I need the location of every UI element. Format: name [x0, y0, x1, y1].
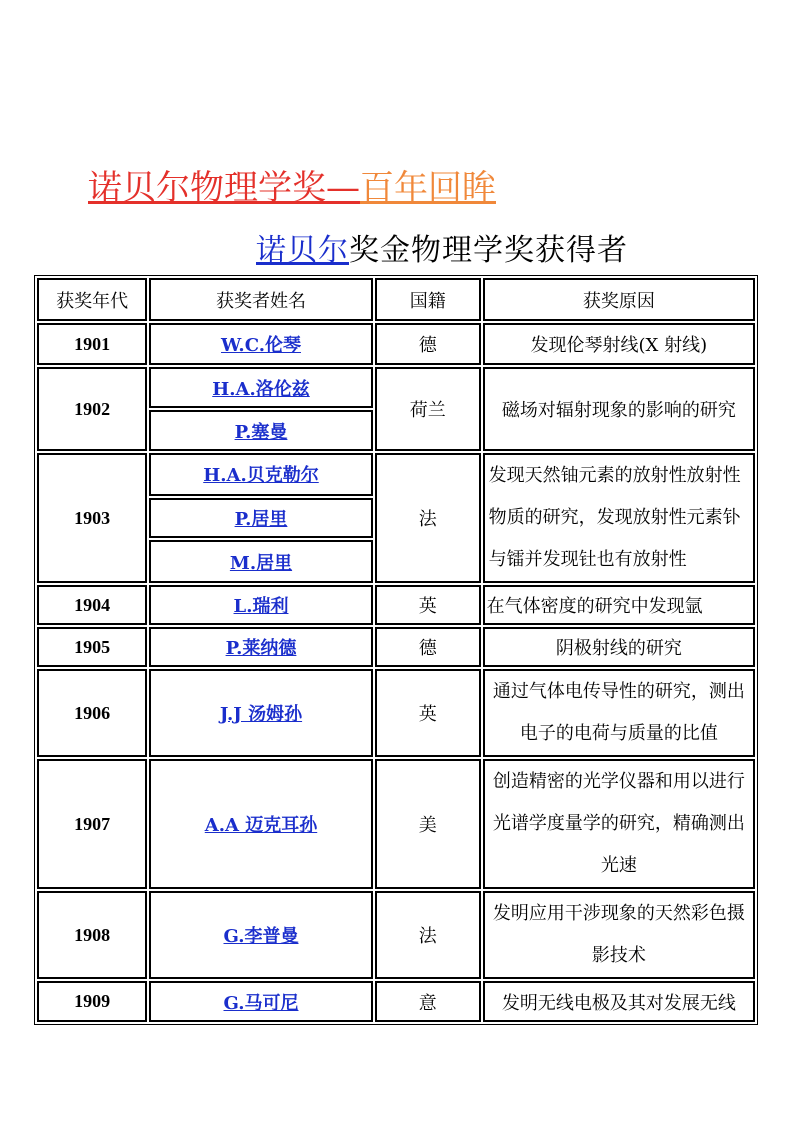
title-part-1: 诺贝尔物理学奖— — [88, 168, 360, 208]
name-cell — [149, 453, 373, 496]
laureate-link[interactable]: P.居里 — [234, 508, 288, 530]
name-cell — [149, 759, 373, 889]
laureate-link[interactable]: P.塞曼 — [234, 421, 288, 443]
reason-cell: 发明无线电极及其对发展无线 — [483, 981, 755, 1022]
header-name: 获奖者姓名 — [149, 278, 373, 321]
year-cell: 1907 — [37, 759, 147, 889]
country-cell: 荷兰 — [375, 367, 481, 451]
name-cell — [149, 410, 373, 451]
title-part-2: 百年回眸 — [360, 168, 496, 208]
year-cell: 1908 — [37, 891, 147, 979]
table-header-row — [37, 278, 755, 321]
year-cell: 1906 — [37, 669, 147, 757]
table-row — [37, 627, 755, 667]
name-cell — [149, 323, 373, 365]
year-cell: 1902 — [37, 367, 147, 451]
name-cell — [149, 669, 373, 757]
country-cell: 英 — [375, 669, 481, 757]
name-cell — [149, 891, 373, 979]
table-row — [37, 453, 755, 496]
laureate-link[interactable]: W.C.伦琴 — [221, 335, 301, 356]
name-cell — [149, 627, 373, 667]
header-country: 国籍 — [375, 278, 481, 321]
table-row — [37, 669, 755, 757]
reason-cell: 阴极射线的研究 — [483, 627, 755, 667]
table-subtitle — [256, 230, 628, 272]
reason-cell: 磁场对辐射现象的影响的研究 — [483, 367, 755, 451]
year-cell: 1909 — [37, 981, 147, 1022]
laureate-link[interactable]: G.马可尼 — [223, 992, 299, 1014]
table-row — [37, 981, 755, 1022]
name-cell — [149, 585, 373, 625]
country-cell: 德 — [375, 323, 481, 365]
name-cell — [149, 981, 373, 1022]
country-cell: 法 — [375, 453, 481, 583]
table-row — [37, 891, 755, 979]
country-cell: 法 — [375, 891, 481, 979]
reason-cell: 创造精密的光学仪器和用以进行光谱学度量学的研究，精确测出光速 — [483, 759, 755, 889]
name-cell — [149, 367, 373, 408]
laureate-link[interactable]: P.莱纳德 — [225, 638, 297, 659]
country-cell: 美 — [375, 759, 481, 889]
year-cell: 1901 — [37, 323, 147, 365]
subtitle-rest: 奖金物理学奖获得者 — [349, 233, 628, 268]
table-row — [37, 759, 755, 889]
year-cell: 1905 — [37, 627, 147, 667]
laureate-link[interactable]: M.居里 — [229, 552, 293, 574]
year-cell: 1904 — [37, 585, 147, 625]
table-row — [37, 367, 755, 408]
reason-cell: 发现天然铀元素的放射性放射性物质的研究，发现放射性元素钋与镭并发现钍也有放射性 — [483, 453, 755, 583]
reason-cell: 发明应用干涉现象的天然彩色摄影技术 — [483, 891, 755, 979]
country-cell: 意 — [375, 981, 481, 1022]
reason-cell: 在气体密度的研究中发现氩 — [483, 585, 755, 625]
name-cell — [149, 498, 373, 539]
table-row — [37, 323, 755, 365]
nobel-link[interactable]: 诺贝尔 — [256, 233, 349, 268]
laureate-link[interactable]: A.A 迈克耳孙 — [204, 815, 318, 836]
laureate-link[interactable]: L.瑞利 — [233, 596, 289, 617]
laureate-link[interactable]: G.李普曼 — [223, 926, 299, 947]
reason-cell: 发现伦琴射线(X 射线) — [483, 323, 755, 365]
year-cell: 1903 — [37, 453, 147, 583]
country-cell: 英 — [375, 585, 481, 625]
laureate-link[interactable]: H.A.贝克勒尔 — [203, 465, 319, 487]
header-year: 获奖年代 — [37, 278, 147, 321]
table-row — [37, 585, 755, 625]
country-cell: 德 — [375, 627, 481, 667]
name-cell — [149, 540, 373, 583]
reason-cell: 通过气体电传导性的研究，测出电子的电荷与质量的比值 — [483, 669, 755, 757]
page-title — [88, 166, 496, 210]
laureate-link[interactable]: J.J 汤姆孙 — [219, 704, 303, 725]
laureates-table — [34, 275, 758, 1025]
header-reason: 获奖原因 — [483, 278, 755, 321]
laureate-link[interactable]: H.A.洛伦兹 — [212, 378, 310, 400]
